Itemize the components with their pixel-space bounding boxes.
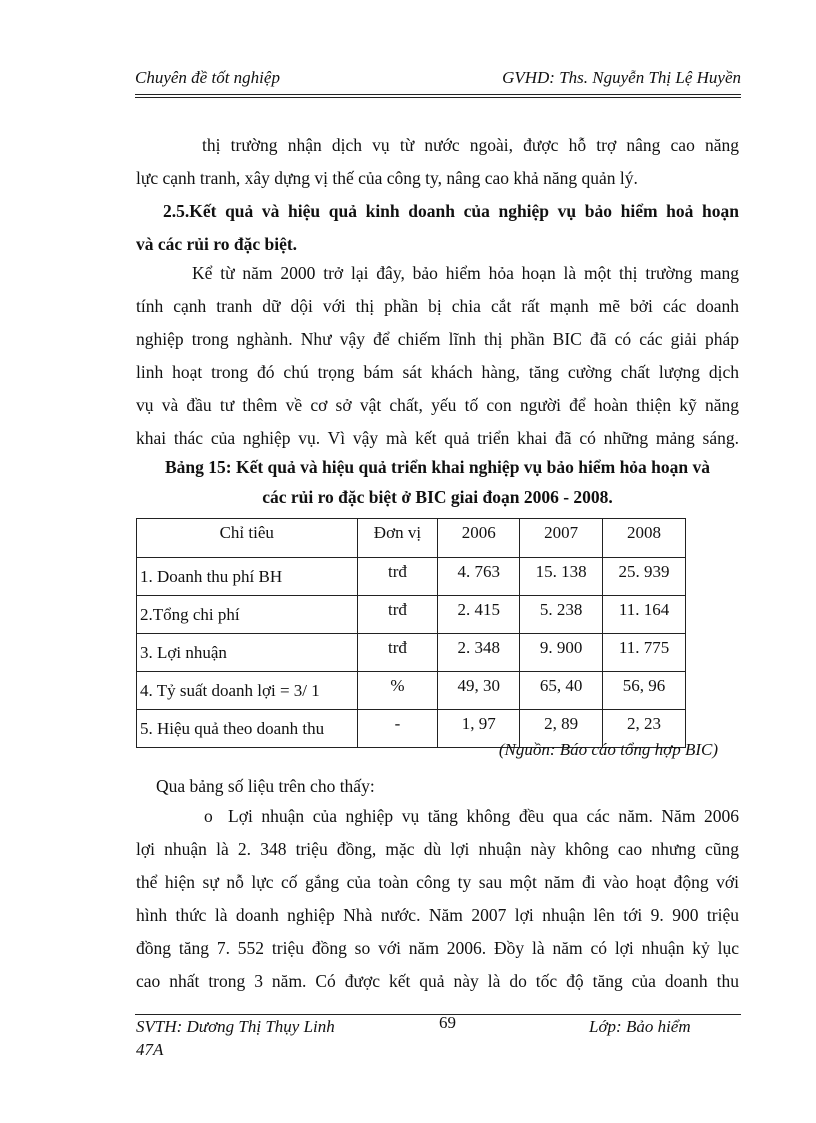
value-cell: 2, 23 xyxy=(603,710,686,748)
text-line: thể hiện sự nỗ lực cố gắng của toàn công ty sau một năm đi vào hoạt động với xyxy=(136,872,739,892)
row-label: 1. Doanh thu phí BH xyxy=(137,558,358,596)
heading-line: 2.5.Kết quả và hiệu quả kinh doanh của nghiệp vụ bảo hiểm hoả hoạn xyxy=(163,201,739,221)
footer-class: Lớp: Bảo hiểm xyxy=(589,1017,691,1036)
unit-cell: trđ xyxy=(357,634,438,672)
text-line: thị trường nhận dịch vụ từ nước ngoài, được hỗ trợ nâng cao năng xyxy=(202,135,739,155)
text-line xyxy=(136,800,739,833)
text-line: lực cạnh tranh, xây dựng vị thế của công ty, nâng cao khả năng quản lý. xyxy=(136,168,638,188)
footer-class-code: 47A xyxy=(136,1040,164,1059)
text-line: Qua bảng số liệu trên cho thấy: xyxy=(156,776,375,796)
paragraph-market xyxy=(136,257,739,455)
value-cell: 11. 775 xyxy=(603,634,686,672)
paragraph-profit-analysis xyxy=(136,800,739,998)
text-line: Kể từ năm 2000 trở lại đây, bảo hiểm hỏa hoạn là một thị trường mang xyxy=(192,263,739,283)
column-header: 2008 xyxy=(603,519,686,558)
value-cell: 5. 238 xyxy=(520,596,603,634)
text-line: tính cạnh tranh dữ dội với thị phần bị chia cắt rất mạnh mẽ bởi các doanh xyxy=(136,296,739,316)
value-cell: 65, 40 xyxy=(520,672,603,710)
bullet-icon: o xyxy=(204,806,213,826)
paragraph-intro xyxy=(136,129,739,195)
table-row xyxy=(137,596,686,634)
column-header: Chỉ tiêu xyxy=(137,519,358,558)
results-table xyxy=(136,518,686,748)
header-title: Chuyên đề tốt nghiệp xyxy=(135,68,280,87)
footer-divider xyxy=(135,1014,741,1015)
text-line: hình thức là doanh nghiệp Nhà nước. Năm 2007 lợi nhuận lên tới 9. 900 triệu xyxy=(136,905,739,925)
value-cell: 2, 89 xyxy=(520,710,603,748)
row-label: 5. Hiệu quả theo doanh thu xyxy=(137,710,358,748)
value-cell: 25. 939 xyxy=(603,558,686,596)
footer-author: SVTH: Dương Thị Thụy Linh xyxy=(136,1017,335,1036)
unit-cell: % xyxy=(357,672,438,710)
text-line: đồng tăng 7. 552 triệu đồng so với năm 2006. Đồy là năm có lợi nhuận kỷ lục xyxy=(136,938,739,958)
unit-cell: trđ xyxy=(357,596,438,634)
value-cell: 11. 164 xyxy=(603,596,686,634)
column-header: 2006 xyxy=(438,519,520,558)
column-header: Đơn vị xyxy=(357,519,438,558)
value-cell: 4. 763 xyxy=(438,558,520,596)
value-cell: 9. 900 xyxy=(520,634,603,672)
table-source-note: (Nguồn: Báo cáo tổng hợp BIC) xyxy=(498,740,718,759)
table-caption: Bảng 15: Kết quả và hiệu quả triển khai nghiệp vụ bảo hiểm hỏa hoạn và xyxy=(164,457,711,477)
text-line: cao nhất trong 3 năm. Có được kết quả này là do tốc độ tăng của doanh thu xyxy=(136,971,739,991)
table-caption: các rủi ro đặc biệt ở BIC giai đoạn 2006 - 2008. xyxy=(262,487,613,507)
text-line: lợi nhuận là 2. 348 triệu đồng, mặc dù lợi nhuận này không cao nhưng cũng xyxy=(136,839,739,859)
table-row xyxy=(137,558,686,596)
header-advisor: GVHD: Ths. Nguyễn Thị Lệ Huyền xyxy=(502,68,741,87)
table-row xyxy=(137,672,686,710)
text-line: linh hoạt trong đó chú trọng bám sát khách hàng, tăng cường chất lượng dịch xyxy=(136,362,739,382)
column-header: 2007 xyxy=(520,519,603,558)
row-label: 4. Tỷ suất doanh lợi = 3/ 1 xyxy=(137,672,358,710)
unit-cell: trđ xyxy=(357,558,438,596)
row-label: 3. Lợi nhuận xyxy=(137,634,358,672)
text-line: vụ và đầu tư thêm về cơ sở vật chất, yếu tố con người để hoàn thiện kỹ năng xyxy=(136,395,739,415)
text-line: nghiệp trong nghành. Như vậy để chiếm lĩnh thị phần BIC đã có các giải pháp xyxy=(136,329,739,349)
page-number: 69 xyxy=(439,1013,456,1032)
table-header-row xyxy=(137,519,686,558)
value-cell: 15. 138 xyxy=(520,558,603,596)
table-row xyxy=(137,634,686,672)
value-cell: 1, 97 xyxy=(438,710,520,748)
value-cell: 56, 96 xyxy=(603,672,686,710)
page-header xyxy=(135,66,741,92)
value-cell: 49, 30 xyxy=(438,672,520,710)
unit-cell: - xyxy=(357,710,438,748)
header-divider xyxy=(135,94,741,98)
heading-line: và các rủi ro đặc biệt. xyxy=(136,234,298,254)
section-heading xyxy=(136,195,739,261)
text-line: khai thác của nghiệp vụ. Vì vậy mà kết quả triển khai đã có những mảng sáng. xyxy=(136,428,739,448)
text-fragment: Lợi nhuận của nghiệp vụ tăng không đều qua các năm. Năm 2006 xyxy=(228,806,739,826)
value-cell: 2. 415 xyxy=(438,596,520,634)
paragraph-lead-in xyxy=(136,770,739,803)
value-cell: 2. 348 xyxy=(438,634,520,672)
row-label: 2.Tổng chi phí xyxy=(137,596,358,634)
